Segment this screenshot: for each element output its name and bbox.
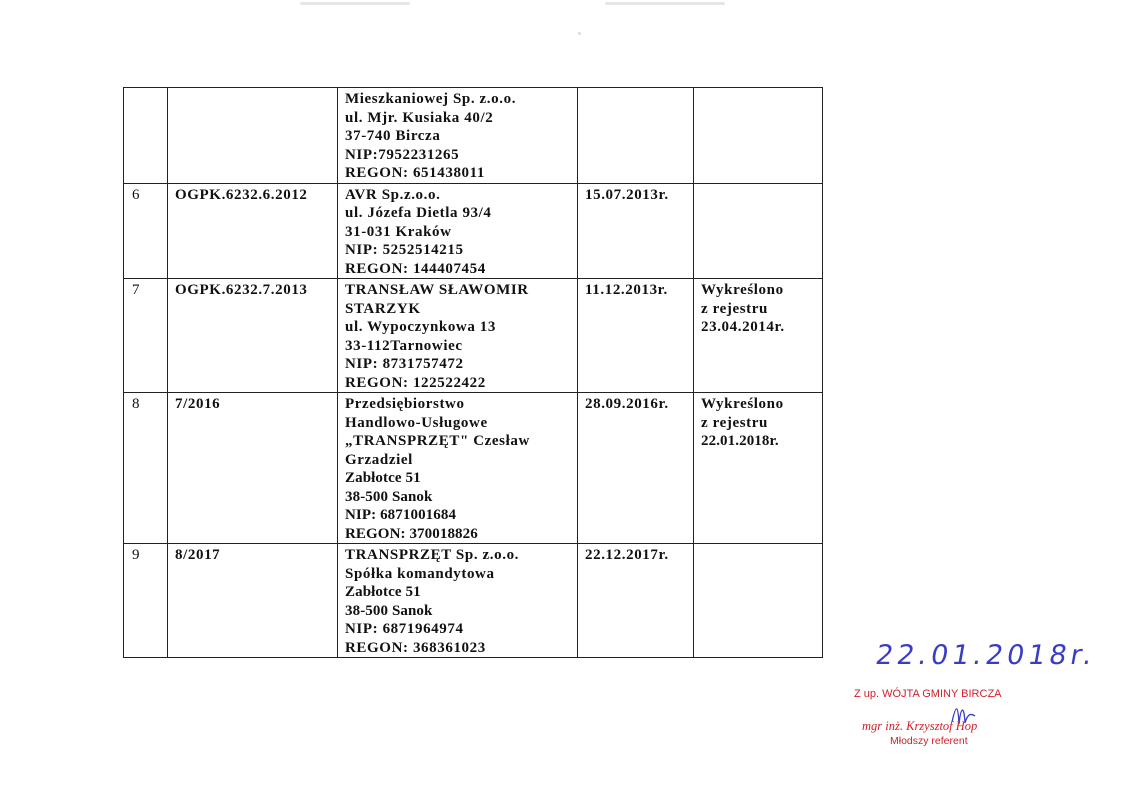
- stamp-official-title: Młodszy referent: [890, 735, 968, 747]
- entity-line: ul. Józefa Dietla 93/4: [345, 205, 492, 221]
- remarks-cell: [694, 183, 823, 279]
- entity-line: Grzadziel: [345, 451, 413, 468]
- entity-cell: [338, 393, 578, 544]
- row-number: 8: [124, 393, 168, 544]
- entity-line: REGON: 651438011: [345, 165, 486, 181]
- remarks-cell: [694, 88, 823, 184]
- entity-line: 38-500 Sanok: [345, 488, 433, 505]
- entry-date: 11.12.2013r.: [578, 279, 694, 393]
- stamp-official-name: mgr inż. Krzysztof Hop: [862, 719, 978, 733]
- entity-cell: [338, 544, 578, 658]
- remark-line: 23.04.2014r.: [701, 319, 785, 335]
- case-signature: OGPK.6232.6.2012: [168, 183, 338, 279]
- entity-line: 37-740 Bircza: [345, 128, 441, 144]
- entity-cell: [338, 279, 578, 393]
- entity-line: 31-031 Kraków: [345, 223, 452, 240]
- entity-line: NIP: 8731757472: [345, 356, 464, 372]
- remarks-cell: [694, 544, 823, 658]
- entity-line: NIP: 5252514215: [345, 242, 464, 258]
- remarks-cell: [694, 279, 823, 393]
- table-row: [124, 279, 823, 393]
- scan-artifact: [605, 2, 725, 5]
- case-signature: 8/2017: [168, 544, 338, 658]
- remarks-cell: [694, 393, 823, 544]
- row-number: [124, 88, 168, 184]
- entity-line: STARZYK: [345, 300, 421, 317]
- entry-date: [578, 88, 694, 184]
- remark-line: z rejestru: [701, 300, 768, 317]
- case-signature: 7/2016: [168, 393, 338, 544]
- entity-line: REGON: 368361023: [345, 639, 486, 656]
- register-table: [123, 87, 823, 658]
- scan-artifact: [300, 2, 410, 5]
- entity-line: REGON: 370018826: [345, 525, 478, 542]
- handwritten-date: 22.01.2018r.: [873, 640, 1099, 671]
- entry-date: 22.12.2017r.: [578, 544, 694, 658]
- table-row: [124, 88, 823, 184]
- entity-line: Handlowo-Usługowe: [345, 414, 488, 431]
- row-number: 7: [124, 279, 168, 393]
- remark-line: 22.01.2018r.: [701, 433, 779, 449]
- table-row: [124, 544, 823, 658]
- remark-line: z rejestru: [701, 414, 768, 431]
- entity-line: Spółka komandytowa: [345, 565, 495, 582]
- entity-line: NIP: 6871964974: [345, 621, 464, 637]
- entity-line: Zabłotce 51: [345, 584, 421, 600]
- case-signature: [168, 88, 338, 184]
- entity-line: TRANSŁAW SŁAWOMIR: [345, 282, 529, 298]
- entity-line: Zabłotce 51: [345, 470, 421, 486]
- remark-line: Wykreślono: [701, 396, 784, 412]
- entity-line: ul. Wypoczynkowa 13: [345, 319, 497, 335]
- case-signature: OGPK.6232.7.2013: [168, 279, 338, 393]
- entity-line: 33-112Tarnowiec: [345, 337, 463, 354]
- entity-line: „TRANSPRZĘT" Czesław: [345, 433, 530, 449]
- entity-cell: [338, 183, 578, 279]
- table-row: [124, 183, 823, 279]
- entity-line: Przedsiębiorstwo: [345, 396, 465, 412]
- row-number: 6: [124, 183, 168, 279]
- entity-line: 38-500 Sanok: [345, 602, 433, 619]
- scan-artifact: [578, 32, 581, 35]
- entity-line: REGON: 122522422: [345, 374, 486, 391]
- entry-date: 15.07.2013r.: [578, 183, 694, 279]
- stamp-authority: Z up. WÓJTA GMINY BIRCZA: [854, 688, 1002, 700]
- entity-line: TRANSPRZĘT Sp. z.o.o.: [345, 547, 520, 563]
- entry-date: 28.09.2016r.: [578, 393, 694, 544]
- entity-line: REGON: 144407454: [345, 260, 486, 277]
- table-row: [124, 393, 823, 544]
- entity-line: AVR Sp.z.o.o.: [345, 186, 441, 203]
- row-number: 9: [124, 544, 168, 658]
- entity-line: Mieszkaniowej Sp. z.o.o.: [345, 91, 517, 107]
- remark-line: Wykreślono: [701, 282, 784, 298]
- entity-line: ul. Mjr. Kusiaka 40/2: [345, 109, 494, 126]
- entity-line: NIP: 6871001684: [345, 507, 457, 523]
- entity-line: NIP:7952231265: [345, 146, 460, 163]
- entity-cell: [338, 88, 578, 184]
